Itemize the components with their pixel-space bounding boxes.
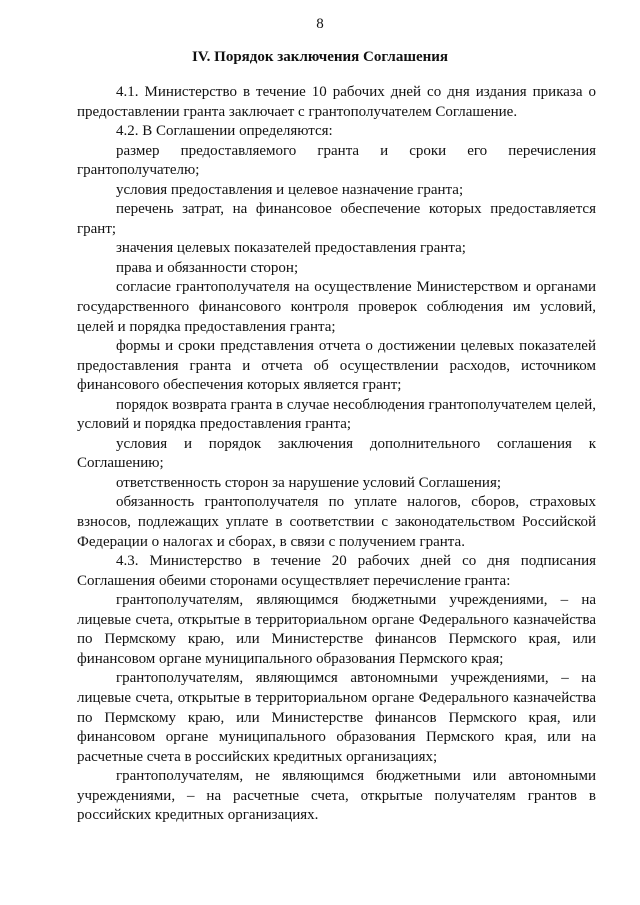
document-body [77, 83, 596, 826]
list-item-rights: права и обязанности сторон; [116, 259, 299, 276]
list-item-conditions: условия предоставления и целевое назначение гранта; [116, 181, 464, 198]
page-number: 8 [316, 16, 324, 32]
list-item-consent: согласие грантополучателя на осуществление Министерством и органами государственного финансового контроля проверок соблюдения им условий, целей и порядка предоставления гранта; [77, 279, 596, 335]
list-item-grant-size: размер предоставляемого гранта и сроки его перечисления грантополучателю; [77, 142, 596, 179]
list-item-responsibility: ответственность сторон за нарушение условий Соглашения; [116, 474, 502, 491]
list-item-budget-institutions: грантополучателям, являющимся бюджетными учреждениями, – на лицевые счета, открытые в территориальном органе Федерального казначейства по Пермскому краю, или Министерстве финансов Пермского края, или финансовом органе муниципального образования Пермского края; [77, 592, 596, 667]
paragraph-4-3: 4.3. Министерство в течение 20 рабочих дней со дня подписания Соглашения обеими сторонами осуществляет перечисление гранта: [77, 553, 596, 589]
list-item-autonomous-institutions: грантополучателям, являющимся автономными учреждениями, – на лицевые счета, открытые в территориальном органе Федерального казначейства по Пермскому краю, или Министерстве финансов Пермского края, или финансовом органе муниципального образования Пермского края, или на расчетные счета в российских кредитных организациях; [77, 670, 596, 765]
list-item-target-indicators: значения целевых показателей предоставления гранта; [116, 240, 466, 257]
list-item-refund: порядок возврата гранта в случае несоблюдения грантополучателем целей, условий и порядка предоставления гранта; [77, 396, 596, 433]
list-item-other-recipients: грантополучателям, не являющимся бюджетными или автономными учреждениями, – на расчетные счета, открытые получателям грантов в российских кредитных организациях. [77, 768, 596, 824]
list-item-reports: формы и сроки представления отчета о достижении целевых показателей предоставления гранта и отчета об осуществлении расходов, источником финансового обеспечения которых является грант; [77, 338, 596, 394]
list-item-expenses: перечень затрат, на финансовое обеспечение которых предоставляется грант; [77, 201, 596, 237]
paragraph-4-2: 4.2. В Соглашении определяются: [116, 123, 333, 140]
list-item-additional-agreement: условия и порядок заключения дополнительного соглашения к Соглашению; [77, 435, 596, 472]
section-title: IV. Порядок заключения Соглашения [191, 49, 449, 65]
paragraph-4-1: 4.1. Министерство в течение 10 рабочих дней со дня издания приказа о предоставлении гранта заключает с грантополучателем Соглашение. [77, 84, 596, 120]
list-item-taxes: обязанность грантополучателя по уплате налогов, сборов, страховых взносов, подлежащих уплате в соответствии с законодательством Российской Федерации о налогах и сборах, в связи с получением гранта. [77, 494, 596, 550]
